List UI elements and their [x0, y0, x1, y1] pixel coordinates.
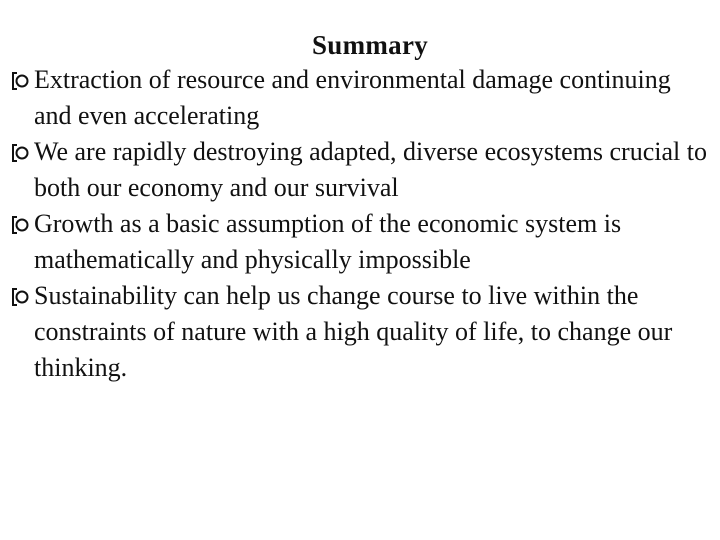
bracket-circle-bullet-icon [10, 215, 30, 235]
bracket-circle-bullet-icon [10, 143, 30, 163]
bracket-circle-bullet-icon [10, 287, 30, 307]
bullet-text: Growth as a basic assumption of the economic system is mathematically and physically impossible [34, 209, 622, 274]
bullet-item-3 [8, 206, 708, 278]
slide-title: Summary [311, 30, 429, 60]
bullet-list [8, 62, 708, 386]
bullet-item-2 [8, 134, 708, 206]
bullet-text: Extraction of resource and environmental damage continuing and even accelerating [34, 65, 671, 130]
bracket-circle-bullet-icon [10, 71, 30, 91]
bullet-text: Sustainability can help us change course to live within the constraints of nature with a high quality of life, to change our thinking. [34, 281, 673, 382]
bullet-item-1 [8, 62, 708, 134]
bullet-text: We are rapidly destroying adapted, diverse ecosystems crucial to both our economy and our survival [34, 137, 707, 202]
bullet-item-4 [8, 278, 708, 386]
